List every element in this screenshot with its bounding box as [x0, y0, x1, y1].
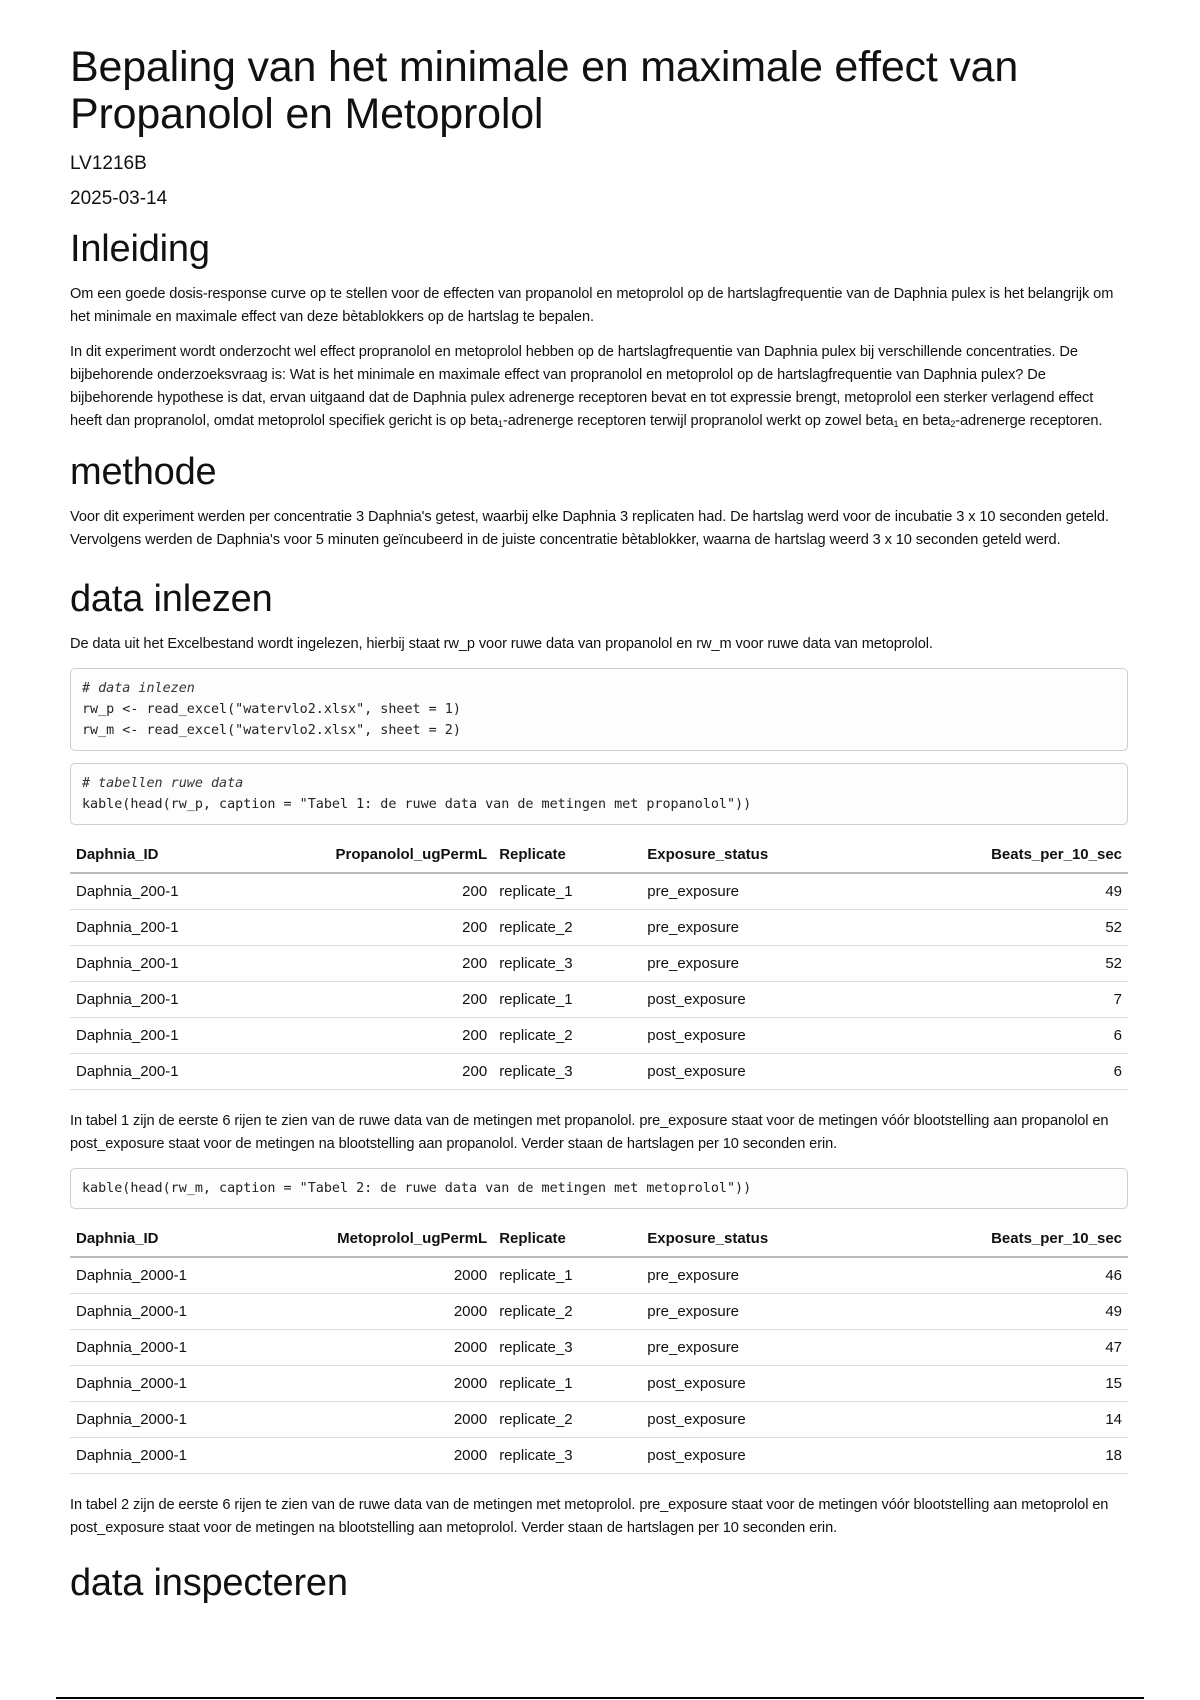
table-cell: pre_exposure [641, 945, 895, 981]
table-cell: post_exposure [641, 1365, 895, 1401]
heading-methode: methode [70, 450, 217, 493]
table-row [70, 909, 1128, 945]
table-cell: replicate_2 [493, 1293, 641, 1329]
table-cell: pre_exposure [641, 909, 895, 945]
table-cell: replicate_1 [493, 873, 641, 910]
page-bottom-rule [56, 1697, 1144, 1699]
table-cell: 2000 [282, 1257, 494, 1294]
code-line: rw_m <- read_excel("watervlo2.xlsx", sheet = 2) [82, 722, 461, 738]
table-cell: pre_exposure [641, 873, 895, 910]
table-cell: pre_exposure [641, 1293, 895, 1329]
data-inlezen-paragraph-1: De data uit het Excelbestand wordt ingelezen, hierbij staat rw_p voor ruwe data van propanolol en rw_m voor ruwe data van metoprolol. [70, 635, 933, 652]
column-header: Beats_per_10_sec [895, 837, 1128, 873]
code-line: kable(head(rw_p, caption = "Tabel 1: de ruwe data van de metingen met propanolol")) [82, 796, 752, 812]
table-cell: Daphnia_200-1 [70, 981, 282, 1017]
table-header-row [70, 837, 1128, 873]
table-cell: Daphnia_200-1 [70, 873, 282, 910]
table-cell: 200 [282, 945, 494, 981]
table-cell: 47 [895, 1329, 1128, 1365]
table-cell: 200 [282, 981, 494, 1017]
table-cell: replicate_2 [493, 909, 641, 945]
data-inlezen-paragraph-2: In tabel 1 zijn de eerste 6 rijen te zien van de ruwe data van de metingen met propanolol. pre_exposure staat voor de metingen vóór blootstelling aan propanolol en post_exposure staat voor de metingen na blootstelling aan propanolol. Verder staan de hartslagen per 10 seconden erin. [70, 1112, 1109, 1152]
subscript-1a: 1 [498, 418, 503, 429]
code-comment: # tabellen ruwe data [82, 775, 244, 791]
table-cell: 49 [895, 1293, 1128, 1329]
code-block-read-data [70, 668, 1128, 751]
column-header: Propanolol_ugPermL [282, 837, 494, 873]
table-row [70, 1365, 1128, 1401]
table-cell: Daphnia_200-1 [70, 1017, 282, 1053]
inleiding-p2-part-a: In dit experiment wordt onderzocht wel effect propranolol en metoprolol hebben op de hartslagfrequentie van Daphnia pulex bij verschillende concentraties. De bijbehorende onderzoeksvraag is: Wat is het minimale en maximale effect van propranolol en metoprolol op de hartslagfrequentie van Daphnia pulex? De bijbehorende hypothese is dat, ervan uitgaand dat de Daphnia pulex adrenerge receptoren bevat en tot expressie brengt, metoprolol een sterker verlagend effect heeft dan propranolol, omdat metoprolol specifiek gericht is op beta [70, 343, 1094, 429]
table-cell: replicate_3 [493, 1053, 641, 1089]
document-title: Bepaling van het minimale en maximale effect van Propanolol en Metoprolol [70, 43, 1019, 139]
table-cell: replicate_1 [493, 981, 641, 1017]
table-cell: post_exposure [641, 1017, 895, 1053]
code-block-table-metoprolol [70, 1168, 1128, 1209]
table-cell: post_exposure [641, 1437, 895, 1473]
column-header: Daphnia_ID [70, 837, 282, 873]
column-header: Exposure_status [641, 837, 895, 873]
column-header: Beats_per_10_sec [895, 1221, 1128, 1257]
column-header: Daphnia_ID [70, 1221, 282, 1257]
table-cell: Daphnia_200-1 [70, 1053, 282, 1089]
table-row [70, 1293, 1128, 1329]
document-date: 2025-03-14 [70, 187, 168, 209]
table-row [70, 1257, 1128, 1294]
column-header: Exposure_status [641, 1221, 895, 1257]
table-cell: 2000 [282, 1401, 494, 1437]
table-cell: 2000 [282, 1365, 494, 1401]
table-row [70, 1017, 1128, 1053]
table-cell: 200 [282, 1053, 494, 1089]
table-cell: post_exposure [641, 1401, 895, 1437]
column-header: Replicate [493, 1221, 641, 1257]
table-row [70, 981, 1128, 1017]
table-cell: 14 [895, 1401, 1128, 1437]
table-cell: Daphnia_2000-1 [70, 1329, 282, 1365]
table-cell: Daphnia_200-1 [70, 945, 282, 981]
methode-paragraph-1: Voor dit experiment werden per concentratie 3 Daphnia's getest, waarbij elke Daphnia 3 replicaten had. De hartslag werd voor de incubatie 3 x 10 seconden geteld. Vervolgens werden de Daphnia's voor 5 minuten geïncubeerd in de juiste concentratie bètablokker, waarna de hartslag weerd 3 x 10 seconden geteld werd. [70, 508, 1109, 548]
table-cell: 49 [895, 873, 1128, 910]
table-cell: Daphnia_2000-1 [70, 1401, 282, 1437]
table-cell: post_exposure [641, 981, 895, 1017]
table-row [70, 873, 1128, 910]
subscript-1b: 1 [893, 418, 899, 429]
inleiding-p2-part-c: en beta [898, 412, 951, 429]
table-cell: 200 [282, 909, 494, 945]
table-header-row [70, 1221, 1128, 1257]
heading-data-inspecteren: data inspecteren [70, 1561, 348, 1604]
heading-inleiding: Inleiding [70, 227, 210, 270]
table-cell: 200 [282, 1017, 494, 1053]
table-cell: pre_exposure [641, 1257, 895, 1294]
table-cell: Daphnia_2000-1 [70, 1365, 282, 1401]
table-cell: 18 [895, 1437, 1128, 1473]
table-row [70, 1437, 1128, 1473]
table-cell: 2000 [282, 1293, 494, 1329]
document-author: LV1216B [70, 152, 147, 174]
table-cell: 6 [895, 1017, 1128, 1053]
table-row [70, 945, 1128, 981]
table-cell: replicate_3 [493, 1437, 641, 1473]
table-cell: replicate_2 [493, 1401, 641, 1437]
inleiding-paragraph-2 [70, 341, 1128, 433]
code-line: rw_p <- read_excel("watervlo2.xlsx", sheet = 1) [82, 701, 461, 717]
table-row [70, 1329, 1128, 1365]
table-cell: 15 [895, 1365, 1128, 1401]
table-cell: 2000 [282, 1329, 494, 1365]
table-cell: Daphnia_2000-1 [70, 1257, 282, 1294]
table-cell: Daphnia_2000-1 [70, 1437, 282, 1473]
table-cell: 46 [895, 1257, 1128, 1294]
table-cell: 200 [282, 873, 494, 910]
table-cell: replicate_1 [493, 1257, 641, 1294]
table-cell: replicate_3 [493, 1329, 641, 1365]
table-cell: 7 [895, 981, 1128, 1017]
code-line: kable(head(rw_m, caption = "Tabel 2: de ruwe data van de metingen met metoprolol")) [82, 1180, 752, 1196]
inleiding-p2-part-b: -adrenerge receptoren terwijl propranolol werkt op zowel beta [502, 412, 894, 429]
table-row [70, 1053, 1128, 1089]
table-cell: pre_exposure [641, 1329, 895, 1365]
column-header: Replicate [493, 837, 641, 873]
code-block-table-raw [70, 763, 1128, 825]
table-cell: 6 [895, 1053, 1128, 1089]
table-propanolol [70, 837, 1128, 1090]
table-cell: replicate_3 [493, 945, 641, 981]
table-cell: Daphnia_200-1 [70, 909, 282, 945]
column-header: Metoprolol_ugPermL [282, 1221, 494, 1257]
table-cell: replicate_2 [493, 1017, 641, 1053]
code-comment: # data inlezen [82, 680, 195, 696]
inleiding-p2-part-d: -adrenerge receptoren. [955, 412, 1103, 429]
table-cell: replicate_1 [493, 1365, 641, 1401]
table-cell: 52 [895, 909, 1128, 945]
inleiding-paragraph-1: Om een goede dosis-response curve op te stellen voor de effecten van propanolol en metoprolol op de hartslagfrequentie van de Daphnia pulex is het belangrijk om het minimale en maximale effect van deze bètablokkers op de hartslag te bepalen. [70, 285, 1114, 325]
heading-data-inlezen: data inlezen [70, 577, 273, 620]
table-cell: Daphnia_2000-1 [70, 1293, 282, 1329]
table-row [70, 1401, 1128, 1437]
table-metoprolol [70, 1221, 1128, 1474]
subscript-2: 2 [950, 418, 956, 429]
data-inlezen-paragraph-3: In tabel 2 zijn de eerste 6 rijen te zien van de ruwe data van de metingen met metoprolol. pre_exposure staat voor de metingen vóór blootstelling aan metoprolol en post_exposure staat voor de metingen na blootstelling aan metoprolol. Verder staan de hartslagen per 10 seconden erin. [70, 1496, 1109, 1536]
table-cell: 52 [895, 945, 1128, 981]
table-cell: 2000 [282, 1437, 494, 1473]
table-cell: post_exposure [641, 1053, 895, 1089]
